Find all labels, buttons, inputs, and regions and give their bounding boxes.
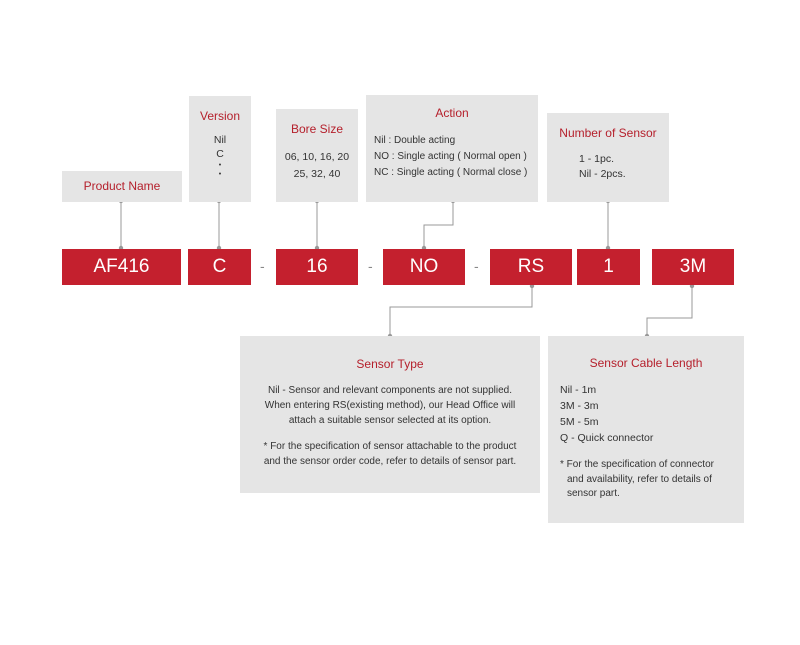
sensor-cable-length-title: Sensor Cable Length [589,356,703,370]
sensor-type-note [240,439,540,469]
bore-size-line: 25, 32, 40 [293,168,341,180]
sensor-type-note-line: * For the specification of sensor attachable to the product [263,441,517,452]
number-of-sensor-line: 1 - 1pc. [579,153,615,165]
sensor-cable-length-note [560,458,714,502]
cable-length-item: Nil - 1m [560,384,597,396]
connector-sensor-type [390,285,532,336]
product-name-title: Product Name [83,179,161,193]
action-line: Nil : Double acting [374,135,456,146]
sensor-type-desc-line: Nil - Sensor and relevant components are not supplied. [267,385,513,396]
version-options [189,133,251,179]
code-bore: 16 [276,249,358,285]
sensor-cable-length-box [548,336,744,523]
number-of-sensor-lines [579,152,626,182]
cable-length-item: Q - Quick connector [560,432,654,444]
sensor-type-desc-line: When entering RS(existing method), our Head Office will [264,400,516,411]
version-option: • [218,171,222,178]
cable-length-item: 3M - 3m [560,400,599,412]
separator-dash: - [368,258,373,274]
code-count: 1 [577,249,640,285]
connector-action [424,201,453,249]
cable-note-line: and availability, refer to details of [567,473,712,485]
code-cable: 3M [652,249,734,285]
version-box [189,96,251,202]
bore-size-title: Bore Size [290,122,344,136]
code-version: C [188,249,251,285]
connector-cable-length [647,285,692,336]
separator-dash: - [474,258,479,274]
bore-size-box [276,109,358,202]
action-title: Action [435,106,469,120]
separator-dash: - [260,258,265,274]
action-box [366,95,538,202]
version-option: Nil [213,134,227,146]
cable-note-line: * For the specification of connector [560,459,714,470]
cable-length-item: 5M - 5m [560,416,599,428]
number-of-sensor-line: Nil - 2pcs. [579,168,626,180]
number-of-sensor-title: Number of Sensor [559,126,657,140]
sensor-type-desc [240,383,540,428]
code-sensor: RS [490,249,572,285]
sensor-cable-length-items [560,382,653,446]
sensor-type-box [240,336,540,493]
action-lines [374,133,527,181]
code-action: NO [383,249,465,285]
action-line: NO : Single acting ( Normal open ) [374,151,527,162]
version-option: • [218,162,222,169]
version-title: Version [199,109,241,123]
sensor-type-desc-line: attach a suitable sensor selected at its option. [288,415,492,426]
bore-size-values [276,149,358,183]
code-product: AF416 [62,249,181,285]
sensor-type-title: Sensor Type [356,357,424,371]
number-of-sensor-box [547,113,669,202]
product-name-box [62,171,182,202]
sensor-type-note-line: and the sensor order code, refer to details of sensor part. [263,456,517,467]
bore-size-line: 06, 10, 16, 20 [284,151,350,163]
cable-note-line: sensor part. [567,488,620,499]
version-option: C [216,148,224,160]
action-line: NC : Single acting ( Normal close ) [374,167,528,178]
